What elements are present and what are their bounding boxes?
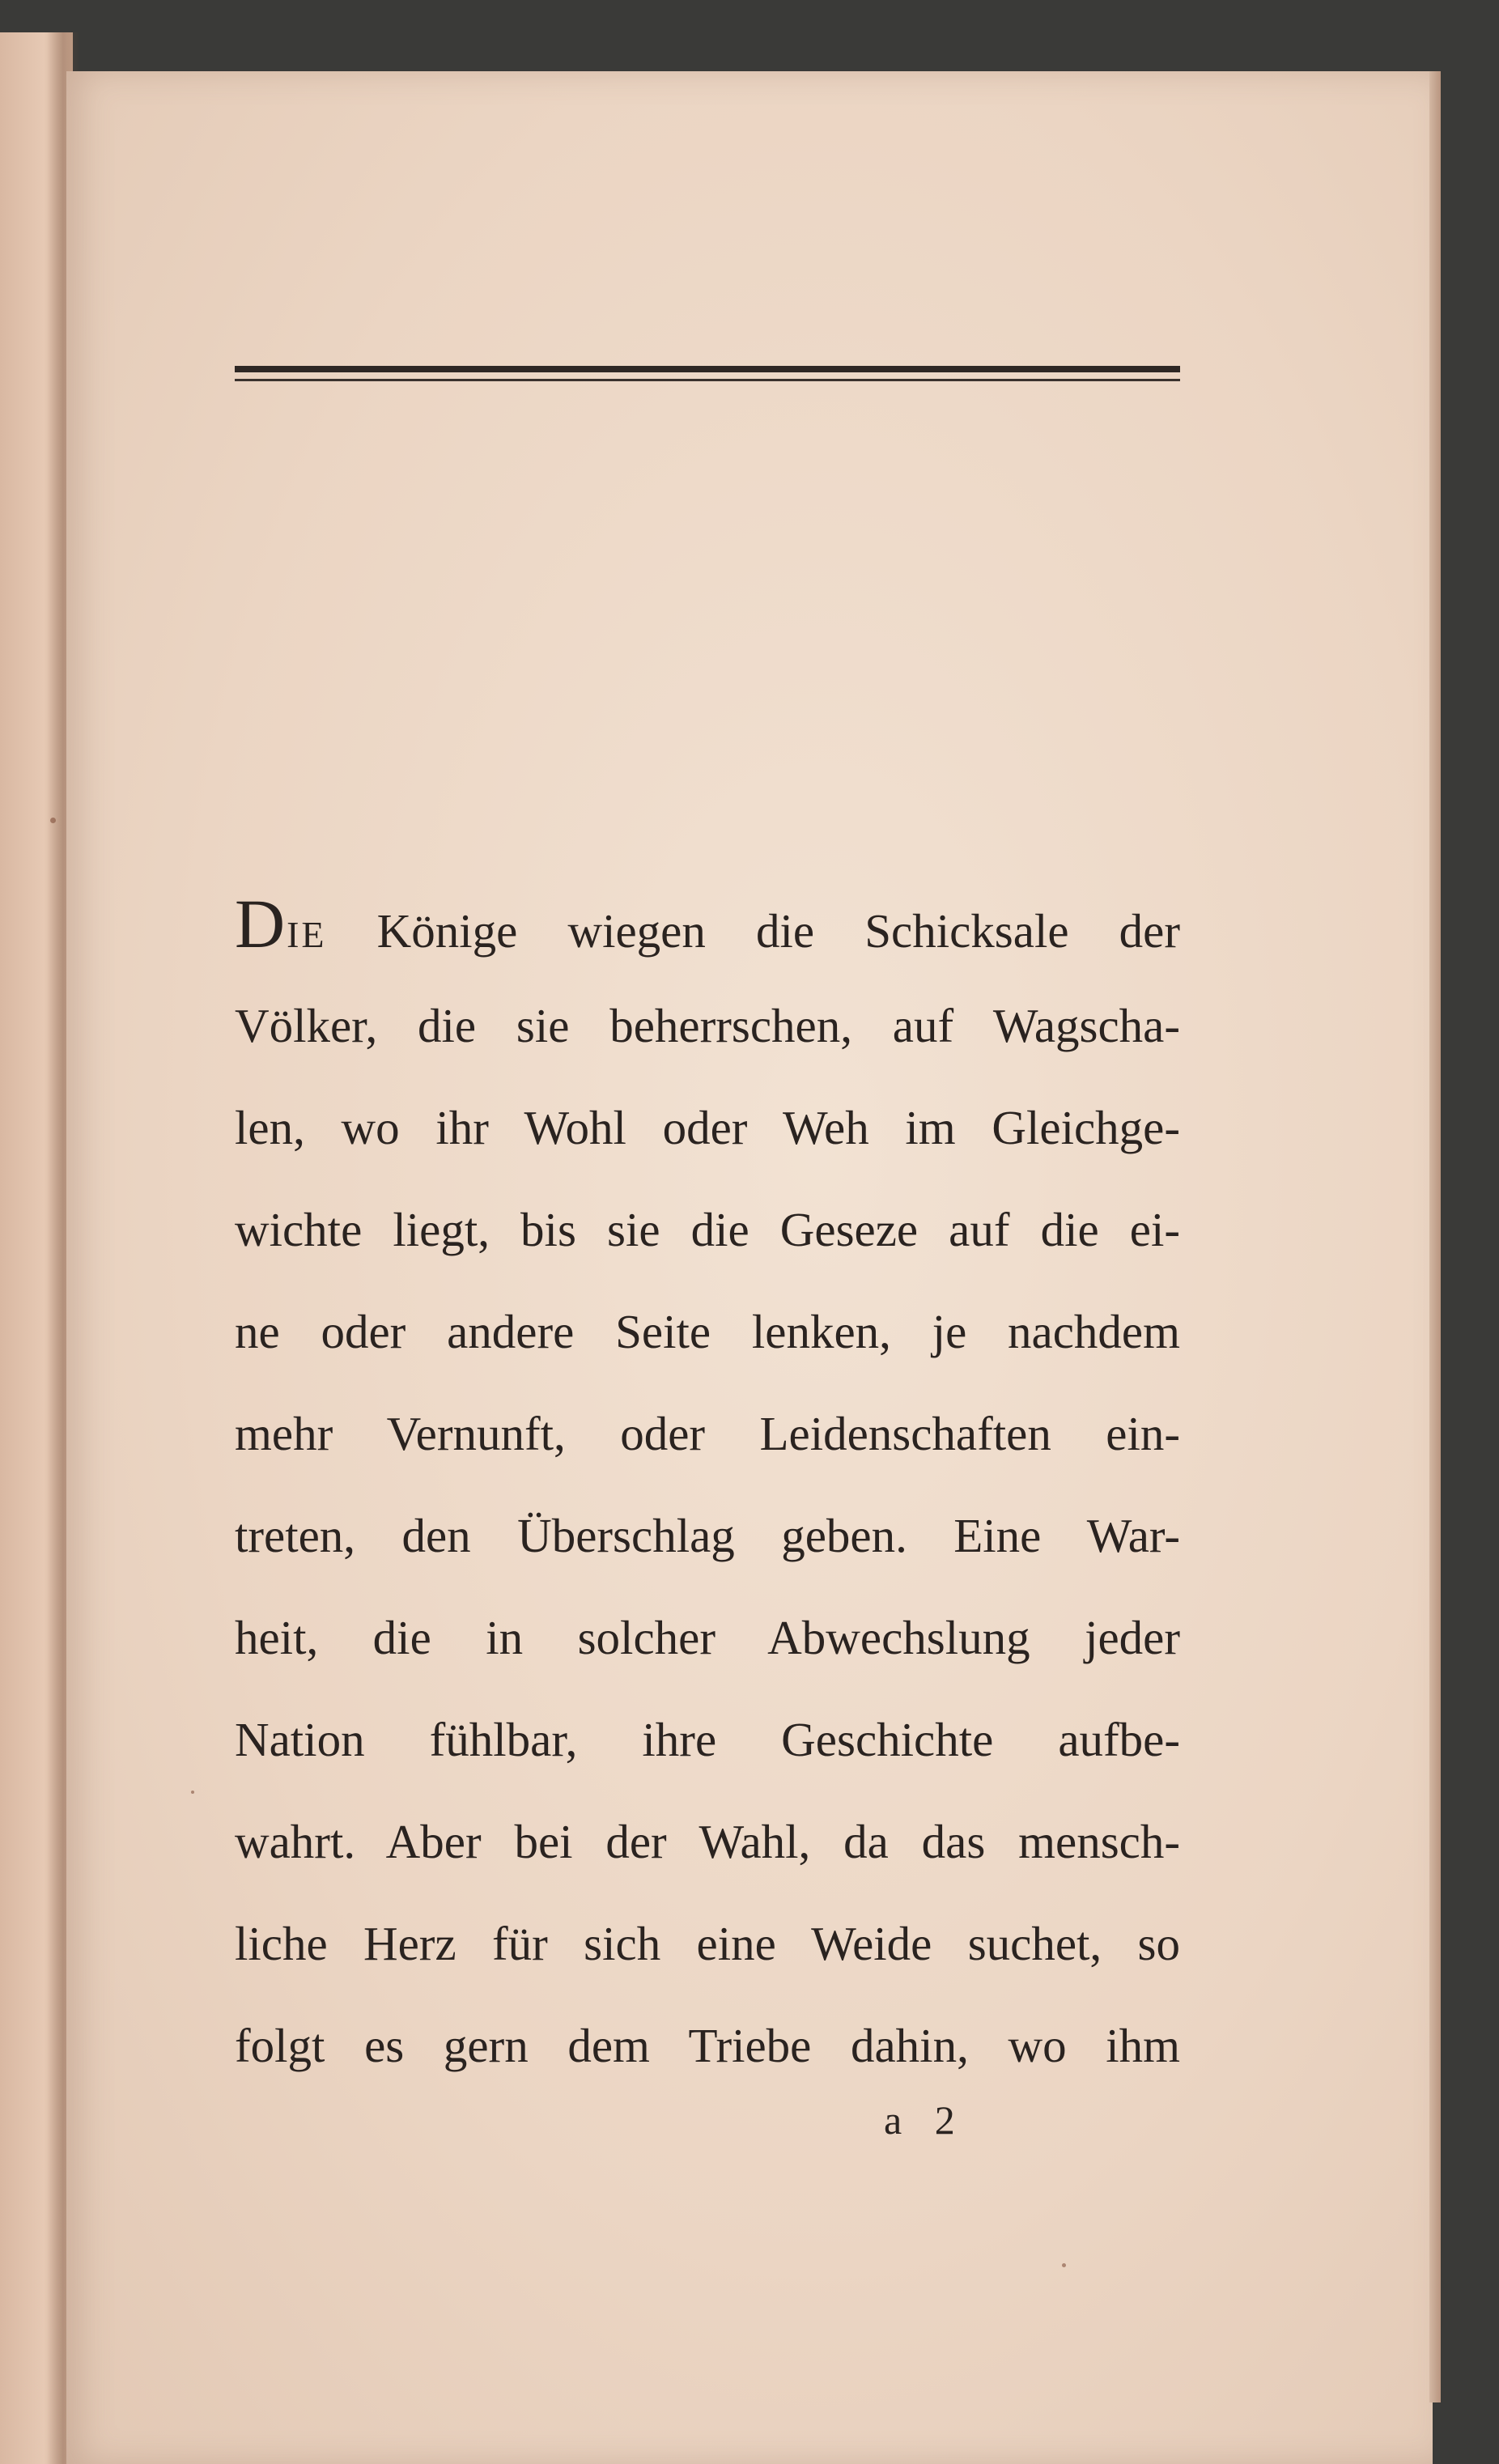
text-line: len, wo ihr Wohl oder Weh im Gleichge-: [235, 1101, 1180, 1154]
text-line: wichte liegt, bis sie die Geseze auf die ei-: [235, 1203, 1180, 1256]
header-rule-thick: [235, 366, 1180, 372]
text-line: Nation fühlbar, ihre Geschichte aufbe-: [235, 1713, 1180, 1766]
text-line: folgt es gern dem Triebe dahin, wo ihm: [235, 2019, 1180, 2072]
initial-smallcaps: IE: [287, 914, 327, 955]
signature-mark: a 2: [884, 2097, 966, 2143]
text-line: mehr Vernunft, oder Leidenschaften ein-: [235, 1407, 1180, 1460]
paper-speck: [1062, 2263, 1066, 2267]
first-line-text: Könige wiegen die Schicksale der: [376, 904, 1181, 958]
paper-speck: [50, 818, 56, 823]
paragraph: [235, 873, 1180, 2097]
header-rule-thin: [235, 379, 1180, 381]
text-line-1: [235, 873, 1180, 975]
drop-initial: D: [235, 885, 287, 962]
text-line: heit, die in solcher Abwechslung jeder: [235, 1611, 1180, 1664]
text-line: wahrt. Aber bei der Wahl, da das mensch-: [235, 1815, 1180, 1868]
text-line: treten, den Überschlag geben. Eine War-: [235, 1509, 1180, 1562]
text-line: Völker, die sie beherrschen, auf Wagscha-: [235, 999, 1180, 1052]
page-edge: [1429, 71, 1441, 2402]
text-line: liche Herz für sich eine Weide suchet, so: [235, 1917, 1180, 1970]
paper-speck: [191, 1791, 194, 1794]
text-line: ne oder andere Seite lenken, je nachdem: [235, 1305, 1180, 1358]
